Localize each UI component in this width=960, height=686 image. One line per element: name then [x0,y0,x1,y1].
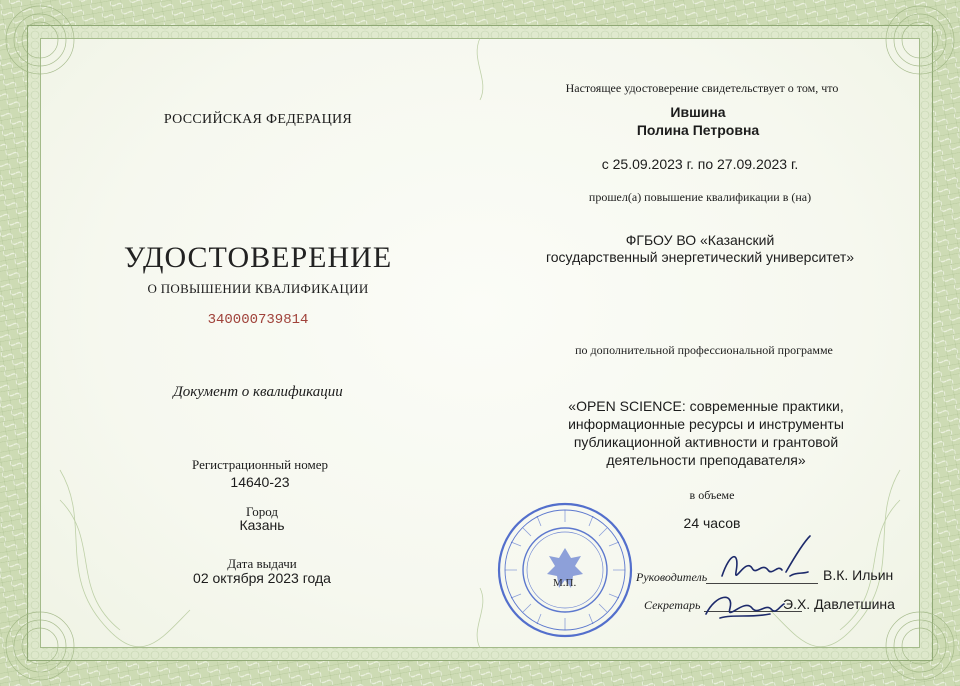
head-label: Руководитель [636,570,708,584]
registration-label: Регистрационный номер [192,457,328,472]
program-title-line-1: «OPEN SCIENCE: современные практики, [568,398,844,414]
document-subtitle: О ПОВЫШЕНИИ КВАЛИФИКАЦИИ [147,281,369,296]
official-stamp [495,500,635,640]
organization-line-2: государственный энергетический университет» [545,249,855,265]
intro-text: Настоящее удостоверение свидетельствует о том, что [565,81,839,95]
given-names: Полина Петровна [636,122,760,138]
program-label: по дополнительной профессиональной программе [575,343,833,357]
city-label: Город [245,504,279,519]
secretary-signature [700,584,790,634]
secretary-label: Секретарь [644,598,701,612]
document-type: Документ о квалификации [173,384,343,400]
organization-line-1: ФГБОУ ВО «Казанский [625,232,775,248]
program-title-line-2: информационные ресурсы и инструменты [568,416,844,432]
head-name: В.К. Ильин [823,567,894,583]
secretary-name: Э.Х. Давлетшина [783,596,895,612]
stamp-place-label: М.П. [553,577,577,589]
volume-hours: 24 часов [683,515,741,531]
completed-label: прошел(а) повышение квалификации в (на) [588,190,812,204]
program-title-line-3: публикационной активности и грантовой [573,434,839,450]
serial-number: 340000739814 [207,312,309,328]
surname: Ившина [670,104,726,120]
country-name: РОССИЙСКАЯ ФЕДЕРАЦИЯ [163,112,353,127]
issue-date-label: Дата выдачи [227,556,297,571]
city-value: Казань [239,517,285,533]
issue-date: 02 октября 2023 года [193,570,331,586]
program-title-line-4: деятельности преподавателя» [606,452,806,468]
volume-label: в объеме [689,488,735,502]
document-title: УДОСТОВЕРЕНИЕ [123,241,393,274]
study-period: с 25.09.2023 г. по 27.09.2023 г. [601,156,799,172]
registration-number: 14640-23 [230,474,290,490]
